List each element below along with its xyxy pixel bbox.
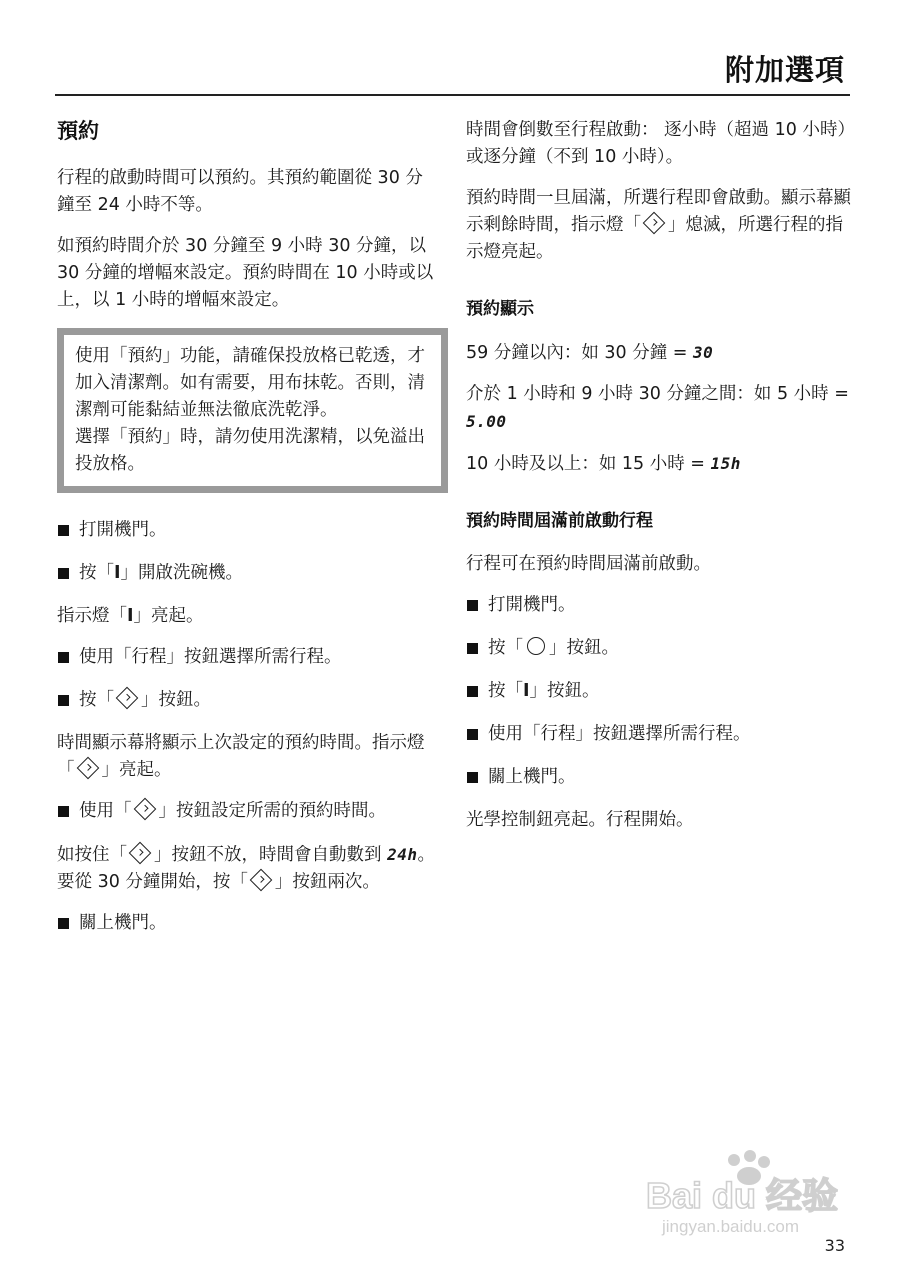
early-step-press-off: 按「 」按鈕。 xyxy=(466,635,856,662)
early-start-intro: 行程可在預約時間屆滿前啟動。 xyxy=(466,554,711,574)
power-off-circle-icon xyxy=(527,637,545,655)
delay-start-diamond-icon xyxy=(76,757,99,780)
bullet-icon xyxy=(58,652,69,663)
baidu-watermark xyxy=(642,1150,852,1240)
note-display-last-time: 時間顯示幕將顯示上次設定的預約時間。指示燈「 」亮起。 xyxy=(57,733,425,780)
early-step-press-on: 按「I」按鈕。 xyxy=(466,678,856,705)
heading-early-start: 預約時間屆滿前啟動行程 xyxy=(466,511,653,531)
step-press-delay: 按「 」按鈕。 xyxy=(57,687,440,714)
delay-start-diamond-icon xyxy=(116,687,139,710)
display-value: 30 xyxy=(693,343,714,362)
step-select-program: 使用「行程」按鈕選擇所需行程。 xyxy=(57,644,440,671)
delay-start-diamond-icon xyxy=(643,212,666,235)
delay-start-diamond-icon xyxy=(129,842,152,865)
power-on-symbol-icon: I xyxy=(523,681,530,701)
warning-text-2: 選擇「預約」時，請勿使用洗潔精，以免溢出投放格。 xyxy=(75,427,425,474)
display-example-hours: 介於 1 小時和 9 小時 30 分鐘之間：如 5 小時 = 5.00 xyxy=(466,384,849,431)
step-close-door: 關上機門。 xyxy=(57,910,440,937)
step-power-on: 按「I」開啟洗碗機。 xyxy=(57,560,440,587)
page-number: 33 xyxy=(824,1236,845,1255)
bullet-icon xyxy=(467,729,478,740)
display-example-long: 10 小時及以上：如 15 小時 = 15h xyxy=(466,454,741,474)
left-column xyxy=(57,115,440,953)
header-rule xyxy=(55,94,850,96)
right-column xyxy=(466,117,856,848)
final-note: 光學控制鈕亮起。行程開始。 xyxy=(466,810,694,830)
expiry-paragraph: 預約時間一旦屆滿，所選行程即會啟動。顯示幕顯示剩餘時間，指示燈「 」熄滅，所選行程的指示燈亮起。 xyxy=(466,188,851,262)
note-hold-button: 如按住「 」按鈕不放，時間會自動數到 24h。要從 30 分鐘開始，按「 」按鈕兩次。 xyxy=(57,841,440,896)
early-step-select-program: 使用「行程」按鈕選擇所需行程。 xyxy=(466,721,856,748)
early-step-open-door: 打開機門。 xyxy=(466,592,856,619)
bullet-icon xyxy=(467,600,478,611)
bullet-icon xyxy=(58,568,69,579)
step-open-door: 打開機門。 xyxy=(57,517,440,544)
watermark-brand: Bai du 经验 xyxy=(646,1175,839,1216)
delay-start-diamond-icon xyxy=(133,798,156,821)
warning-text-1: 使用「預約」功能，請確保投放格已乾透，才加入清潔劑。如有需要，用布抹乾。否則，清潔劑可能黏結並無法徹底洗乾淨。 xyxy=(75,346,425,420)
countdown-paragraph: 時間會倒數至行程啟動： 逐小時（超過 10 小時）或逐分鐘（不到 10 小時）。 xyxy=(466,120,855,167)
warning-box xyxy=(57,328,448,493)
heading-delay-display: 預約顯示 xyxy=(466,299,534,319)
bullet-icon xyxy=(467,643,478,654)
bullet-icon xyxy=(58,806,69,817)
note-indicator-on: 指示燈「I」亮起。 xyxy=(57,606,204,626)
heading-delay-start: 預約 xyxy=(57,119,99,143)
baidu-paw-logo-icon xyxy=(642,1150,852,1240)
step-set-time: 使用「 」按鈕設定所需的預約時間。 xyxy=(57,798,440,825)
power-on-symbol-icon: I xyxy=(127,606,134,626)
intro-paragraph-1: 行程的啟動時間可以預約。其預約範圍從 30 分鐘至 24 小時不等。 xyxy=(57,168,423,215)
bullet-icon xyxy=(467,772,478,783)
bullet-icon xyxy=(58,918,69,929)
display-value-24h: 24h xyxy=(387,845,418,864)
display-value: 15h xyxy=(710,454,741,473)
power-on-symbol-icon: I xyxy=(114,563,121,583)
bullet-icon xyxy=(58,525,69,536)
bullet-icon xyxy=(58,695,69,706)
early-step-close-door: 關上機門。 xyxy=(466,764,856,791)
delay-start-diamond-icon xyxy=(250,869,273,892)
intro-paragraph-2: 如預約時間介於 30 分鐘至 9 小時 30 分鐘，以 30 分鐘的增幅來設定。預約時間在 10 小時或以上，以 1 小時的增幅來設定。 xyxy=(57,236,434,310)
bullet-icon xyxy=(467,686,478,697)
watermark-url: jingyan.baidu.com xyxy=(662,1217,800,1236)
section-title: 附加選項 xyxy=(724,53,845,87)
display-value: 5.00 xyxy=(466,412,507,431)
display-example-minutes: 59 分鐘以內：如 30 分鐘 = 30 xyxy=(466,343,714,363)
